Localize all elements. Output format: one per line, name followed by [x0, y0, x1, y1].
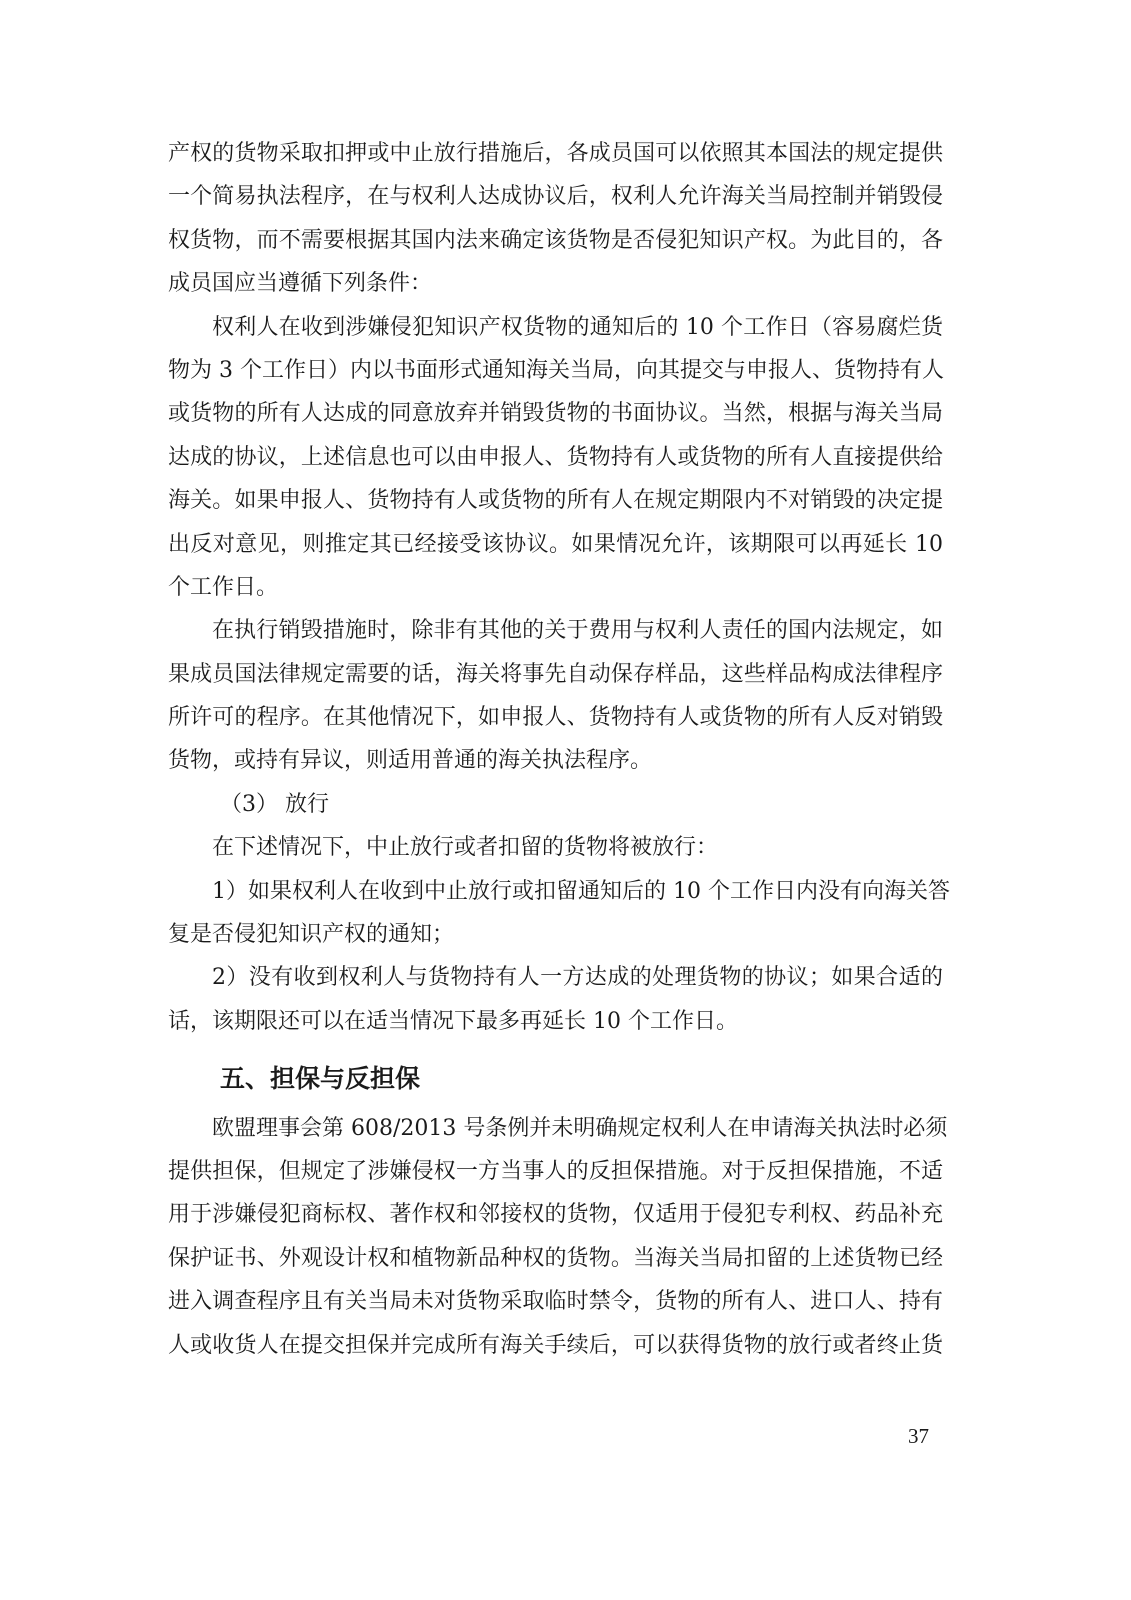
- text-line: 1）如果权利人在收到中止放行或扣留通知后的 10 个工作日内没有向海关答: [212, 878, 950, 904]
- section-heading: 五、担保与反担保: [220, 1064, 421, 1094]
- text-line: 权利人在收到涉嫌侵犯知识产权货物的通知后的 10 个工作日（容易腐烂货: [212, 314, 943, 340]
- paragraph: [168, 132, 943, 306]
- text-line: 保护证书、外观设计权和植物新品种权的货物。当海关当局扣留的上述货物已经: [168, 1245, 943, 1271]
- text-line: 所许可的程序。在其他情况下，如申报人、货物持有人或货物的所有人反对销毁: [168, 705, 943, 731]
- paragraph: [168, 306, 943, 610]
- text-line: 一个简易执法程序，在与权利人达成协议后，权利人允许海关当局控制并销毁侵: [168, 184, 943, 210]
- paragraph: [168, 826, 943, 869]
- text-line: 物为 3 个工作日）内以书面形式通知海关当局，向其提交与申报人、货物持有人: [168, 357, 944, 383]
- text-line: 产权的货物采取扣押或中止放行措施后，各成员国可以依照其本国法的规定提供: [168, 141, 943, 166]
- text-line: 用于涉嫌侵犯商标权、著作权和邻接权的货物，仅适用于侵犯专利权、药品补充: [168, 1202, 943, 1228]
- paragraph: [168, 609, 943, 783]
- text-line: （3） 放行: [220, 791, 329, 817]
- text-line: 人或收货人在提交担保并完成所有海关手续后，可以获得货物的放行或者终止货: [168, 1332, 943, 1358]
- text-line: 个工作日。: [168, 574, 279, 600]
- list-item: [168, 870, 950, 957]
- page-number: 37: [908, 1424, 929, 1448]
- text-line: 在执行销毁措施时，除非有其他的关于费用与权利人责任的国内法规定，如: [212, 618, 943, 644]
- text-line: 在下述情况下，中止放行或者扣留的货物将被放行：: [212, 835, 719, 861]
- text-line: 进入调查程序且有关当局未对货物采取临时禁令，货物的所有人、进口人、持有: [168, 1289, 943, 1315]
- text-line: 欧盟理事会第 608/2013 号条例并未明确规定权利人在申请海关执法时必须: [212, 1115, 948, 1141]
- text-line: 复是否侵犯知识产权的通知；: [168, 922, 455, 948]
- text-line: 果成员国法律规定需要的话，海关将事先自动保存样品，这些样品构成法律程序: [168, 661, 943, 687]
- list-item: [168, 956, 943, 1043]
- text-line: 成员国应当遵循下列条件：: [168, 271, 433, 297]
- paragraph: [168, 1107, 948, 1367]
- text-line: 2）没有收到权利人与货物持有人一方达成的处理货物的协议；如果合适的: [212, 965, 943, 991]
- text-line: 海关。如果申报人、货物持有人或货物的所有人在规定期限内不对销毁的决定提: [168, 488, 943, 514]
- text-line: 话，该期限还可以在适当情况下最多再延长 10 个工作日。: [168, 1008, 738, 1034]
- text-line: 货物，或持有异议，则适用普通的海关执法程序。: [168, 748, 653, 774]
- text-line: 出反对意见，则推定其已经接受该协议。如果情况允许，该期限可以再延长 10: [168, 531, 943, 557]
- text-line: 提供担保，但规定了涉嫌侵权一方当事人的反担保措施。对于反担保措施，不适: [168, 1158, 943, 1184]
- text-line: 权货物，而不需要根据其国内法来确定该货物是否侵犯知识产权。为此目的，各: [168, 227, 943, 253]
- text-line: 或货物的所有人达成的同意放弃并销毁货物的书面协议。当然，根据与海关当局: [168, 401, 943, 427]
- document-body: [168, 132, 950, 1367]
- subsection-title: [168, 783, 943, 826]
- text-line: 达成的协议，上述信息也可以由申报人、货物持有人或货物的所有人直接提供给: [168, 444, 943, 470]
